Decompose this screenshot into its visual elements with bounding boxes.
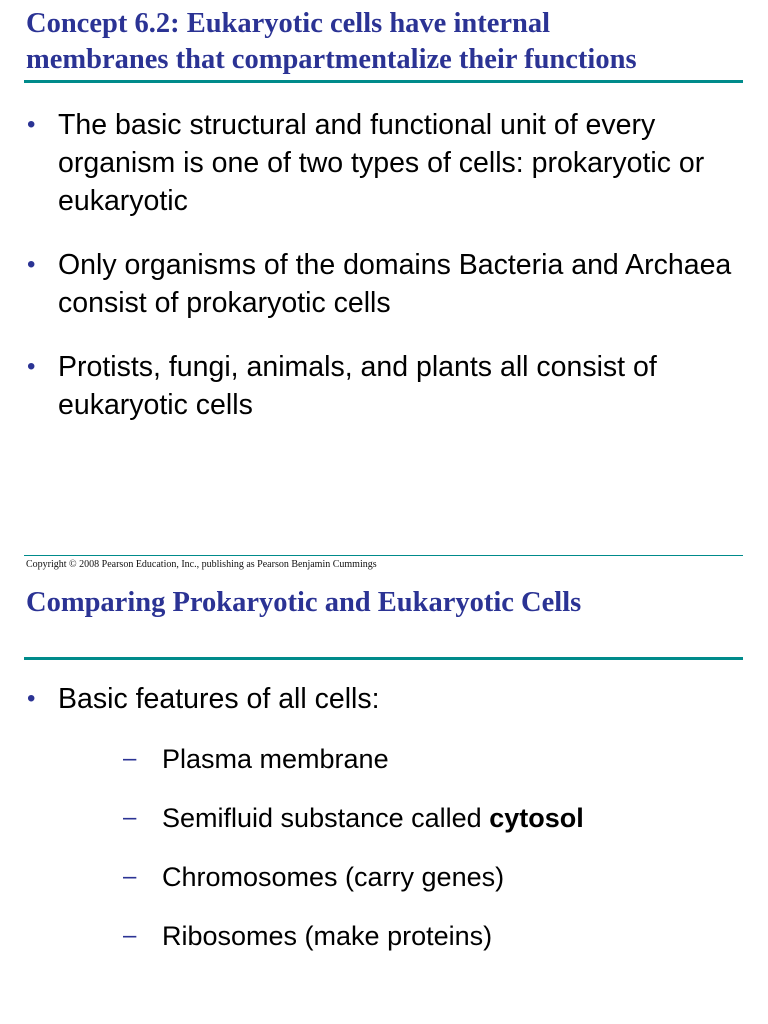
bullet-item: [0, 106, 768, 220]
bullet-text: The basic structural and functional unit of every organism is one of two types of cells: prokaryotic or eukaryotic: [58, 109, 705, 217]
title-divider: [24, 657, 743, 660]
copyright-notice: Copyright © 2008 Pearson Education, Inc., publishing as Pearson Benjamin Cummings: [26, 559, 377, 570]
sub-bullet-item: [58, 799, 748, 837]
bullet-list: [0, 680, 768, 976]
bullet-text: Only organisms of the domains Bacteria and Archaea consist of prokaryotic cells: [58, 249, 732, 319]
dash-icon: –: [123, 922, 137, 949]
bullet-icon: •: [27, 685, 36, 712]
sub-bullet-item: [58, 858, 748, 896]
slide-title: Comparing Prokaryotic and Eukaryotic Cells: [26, 587, 582, 618]
sub-bullet-list: [58, 740, 748, 955]
bullet-text: Protists, fungi, animals, and plants all consist of eukaryotic cells: [58, 351, 657, 421]
bullet-icon: •: [27, 353, 36, 380]
sub-bullet-text: Chromosomes (carry genes): [162, 862, 505, 892]
dash-icon: –: [123, 745, 137, 772]
sub-bullet-text-prefix: Semifluid substance called: [162, 803, 490, 833]
sub-bullet-text: Ribosomes (make proteins): [162, 921, 493, 951]
term-cytosol: cytosol: [489, 803, 584, 833]
sub-bullet-text: [162, 803, 584, 833]
title-divider: [24, 80, 743, 83]
slide-title-line-1: Concept 6.2: Eukaryotic cells have internal: [26, 8, 551, 39]
bullet-item: [0, 246, 768, 322]
footer-divider: [24, 555, 743, 556]
slide-title-line-2: membranes that compartmentalize their functions: [26, 44, 637, 75]
sub-bullet-text: Plasma membrane: [162, 744, 389, 774]
bullet-icon: •: [27, 251, 36, 278]
sub-bullet-item: [58, 740, 748, 778]
slide-comparing-cells: [0, 580, 768, 1024]
bullet-list: [0, 106, 768, 450]
dash-icon: –: [123, 804, 137, 831]
bullet-item: [0, 348, 768, 424]
slide-title: [26, 6, 748, 78]
bullet-item: [0, 680, 768, 955]
bullet-text: Basic features of all cells:: [58, 683, 380, 715]
sub-bullet-item: [58, 917, 748, 955]
dash-icon: –: [123, 863, 137, 890]
bullet-icon: •: [27, 111, 36, 138]
